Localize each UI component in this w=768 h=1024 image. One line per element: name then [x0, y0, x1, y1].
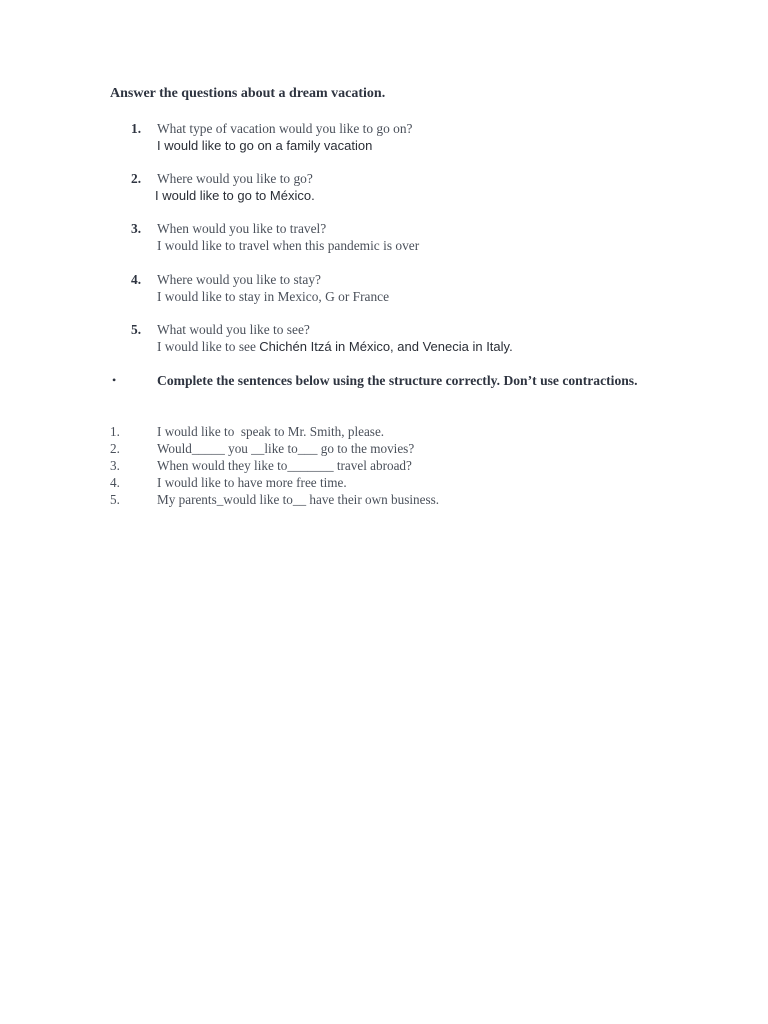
sentence-number: 1. — [110, 424, 120, 439]
bullet-icon: • — [112, 373, 117, 387]
question-number: 1. — [131, 121, 142, 136]
sentence-number: 2. — [110, 441, 120, 456]
sentence-number: 5. — [110, 492, 120, 507]
sentence-number: 3. — [110, 458, 120, 473]
question-answer: I would like to go on a family vacation — [157, 138, 373, 153]
instruction-text: Complete the sentences below using the structure correctly. Don’t use contractions. — [157, 373, 638, 388]
question-text: What would you like to see? — [157, 322, 310, 337]
page-title: Answer the questions about a dream vacation. — [110, 86, 386, 101]
question-number: 3. — [131, 221, 142, 236]
question-number: 5. — [131, 322, 142, 337]
sentence-text: I would like to have more free time. — [157, 475, 347, 490]
question-text: When would you like to travel? — [157, 221, 327, 236]
sentence-number: 4. — [110, 475, 120, 490]
question-text: Where would you like to go? — [157, 171, 313, 186]
question-answer: I would like to go to México. — [155, 188, 315, 203]
question-answer: I would like to travel when this pandemic is over — [157, 238, 420, 253]
question-text: Where would you like to stay? — [157, 272, 321, 287]
sentence-text: Would_____ you __like to___ go to the movies? — [157, 441, 415, 456]
question-answer-places: Chichén Itzá in México, and Venecia in Italy. — [259, 339, 513, 354]
question-number: 2. — [131, 171, 142, 186]
question-answer: I would like to stay in Mexico, G or France — [157, 289, 390, 304]
sentence-text: I would like to speak to Mr. Smith, please. — [157, 424, 385, 439]
sentence-text: My parents_would like to__ have their own business. — [157, 492, 440, 507]
question-number: 4. — [131, 272, 142, 287]
question-answer — [157, 338, 513, 355]
question-answer-lead: I would like to see — [157, 339, 260, 354]
question-text: What type of vacation would you like to go on? — [157, 121, 413, 136]
sentence-text: When would they like to_______ travel abroad? — [157, 458, 412, 473]
